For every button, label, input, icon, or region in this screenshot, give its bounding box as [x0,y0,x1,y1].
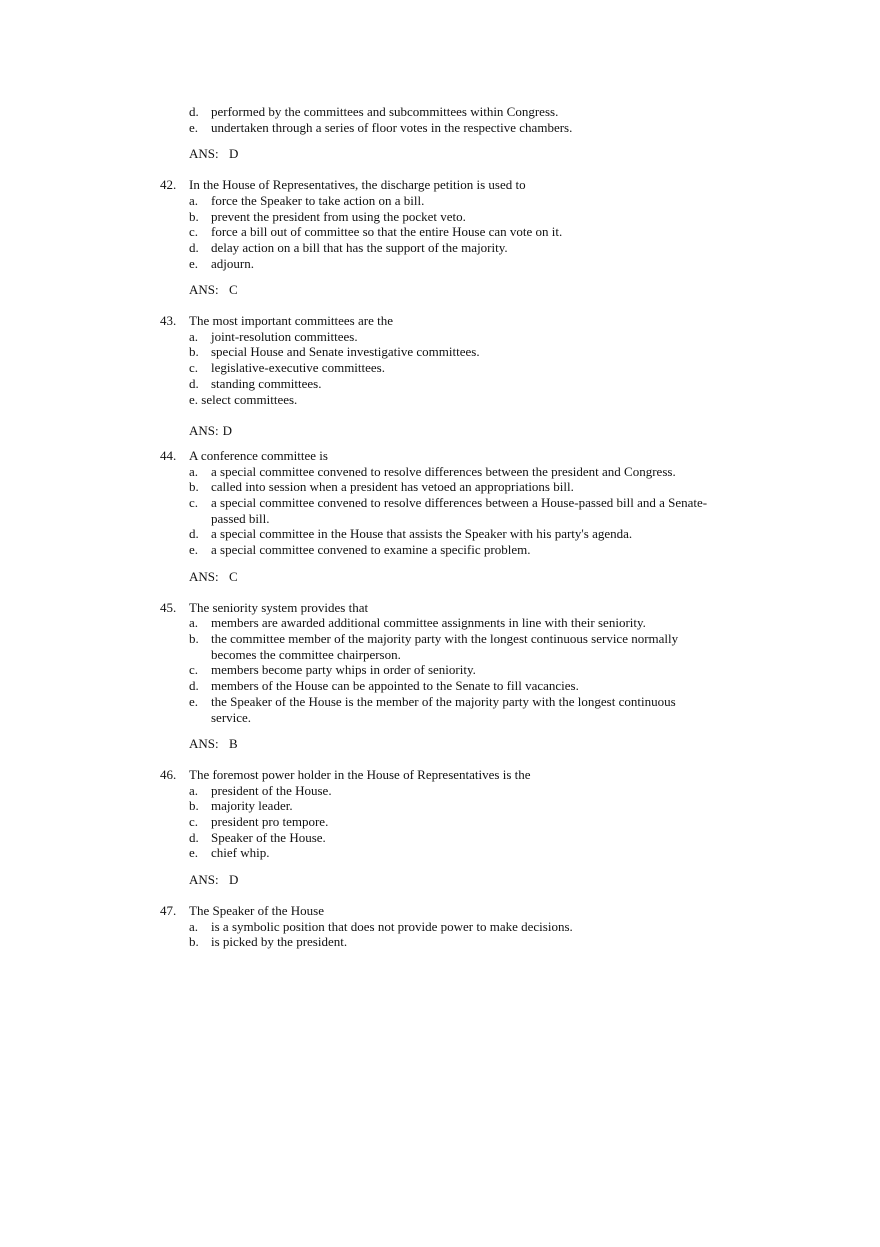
answer-key [0,423,880,439]
answer-option [0,662,880,678]
question-stem [0,903,880,919]
answer-key [0,282,880,298]
answer-value: C [229,282,238,298]
option-text: a special committee convened to resolve differences between the president and Congress. [211,463,676,479]
answer-key [0,736,880,752]
answer-key [0,872,880,888]
option-letter: a. [189,918,199,934]
answer-label: ANS: [189,736,219,752]
question-text: The seniority system provides that [189,599,369,615]
option-text: standing committees. [211,375,322,391]
option-letter: c. [189,224,199,240]
answer-option [0,919,880,935]
option-text: members are awarded additional committee assignments in line with their seniority. [211,615,646,631]
option-letter: c. [189,814,199,830]
answer-value: D [222,423,233,439]
option-text: president pro tempore. [211,814,329,830]
option-text: undertaken through a series of floor votes in the respective chambers. [211,119,573,135]
answer-option [0,678,880,694]
option-text: is picked by the president. [211,934,348,950]
question-number: 47. [160,902,177,918]
answer-option [0,329,880,345]
answer-option [0,615,880,631]
question-block [0,448,880,585]
option-letter: a. [189,615,199,631]
answer-label: ANS: [189,568,219,584]
option-letter: b. [189,630,199,646]
answer-option [0,814,880,830]
answer-option [0,193,880,209]
answer-option [0,224,880,240]
answer-key [0,146,880,162]
question-stem [0,600,880,616]
answer-option [0,376,880,392]
option-text: a special committee convened to examine a specific problem. [211,542,531,558]
answer-option [0,542,880,558]
option-letter: e. [189,119,199,135]
option-text: joint-resolution committees. [211,328,358,344]
option-letter: b. [189,208,199,224]
answer-option [0,360,880,376]
option-letter: d. [189,526,199,542]
option-letter: a. [189,463,199,479]
document-page [0,104,880,950]
option-text: majority leader. [211,798,293,814]
option-text: a special committee convened to resolve differences between a House-passed bill and a Senate-passed bill. [211,495,708,526]
answer-option [0,631,880,662]
question-number: 43. [160,313,177,329]
option-letter: c. [189,495,199,511]
question-block [0,600,880,752]
question-text: The Speaker of the House [189,902,325,918]
option-text: called into session when a president has vetoed an appropriations bill. [211,479,574,495]
question-stem [0,767,880,783]
option-letter: b. [189,798,199,814]
option-letter: b. [189,344,199,360]
answer-label: ANS: [189,423,219,439]
answer-option [0,845,880,861]
option-letter: e. [189,845,199,861]
option-letter: d. [189,239,199,255]
option-text: force the Speaker to take action on a bill. [211,192,425,208]
answer-label: ANS: [189,872,219,888]
question-block [0,104,880,162]
option-letter: b. [189,934,199,950]
answer-option [0,798,880,814]
option-text: delay action on a bill that has the support of the majority. [211,239,508,255]
answer-option [0,240,880,256]
option-letter: c. [189,360,199,376]
option-text: president of the House. [211,782,332,798]
option-text: the committee member of the majority party with the longest continuous service normally becomes the committee chairperson. [211,630,679,662]
question-text: The foremost power holder in the House of Representatives is the [189,766,531,782]
option-letter: d. [189,829,199,845]
option-text: special House and Senate investigative committees. [211,344,480,360]
answer-option [0,209,880,225]
answer-option [0,120,880,136]
question-block [0,313,880,439]
question-block [0,177,880,298]
option-letter: d. [189,678,199,694]
answer-option [0,495,880,526]
option-letter: a. [189,782,199,798]
answer-value: B [229,736,238,752]
answer-label: ANS: [189,282,219,298]
question-number: 42. [160,177,177,193]
option-text: a special committee in the House that assists the Speaker with his party's agenda. [211,526,633,542]
option-letter: e. [189,255,199,271]
option-letter: e. [189,542,199,558]
answer-option [0,464,880,480]
question-text: A conference committee is [189,447,328,463]
option-letter: a. [189,328,199,344]
option-text: legislative-executive committees. [211,360,385,376]
answer-option [0,256,880,272]
question-stem [0,313,880,329]
answer-value: D [229,146,239,162]
option-text: chief whip. [211,845,270,861]
answer-value: D [229,872,239,888]
answer-option [0,104,880,120]
option-text: force a bill out of committee so that the entire House can vote on it. [211,224,563,240]
question-number: 44. [160,447,177,463]
question-block [0,903,880,950]
option-text: adjourn. [211,255,254,271]
option-text: performed by the committees and subcommittees within Congress. [211,104,559,119]
question-block [0,767,880,888]
option-letter: d. [189,104,199,119]
answer-option [0,479,880,495]
option-text: Speaker of the House. [211,829,326,845]
answer-value: C [229,568,238,584]
answer-option [0,934,880,950]
option-letter: d. [189,375,199,391]
answer-key [0,569,880,585]
answer-label: ANS: [189,146,219,162]
question-stem [0,177,880,193]
option-letter: a. [189,192,199,208]
answer-option [0,694,880,725]
option-letter: e. [189,693,199,709]
option-text: e. select committees. [189,391,298,407]
question-number: 46. [160,766,177,782]
question-stem [0,448,880,464]
question-text: The most important committees are the [189,313,393,329]
option-text: the Speaker of the House is the member of the majority party with the longest continuous service. [211,693,676,725]
question-text: In the House of Representatives, the discharge petition is used to [189,177,526,193]
answer-option [0,783,880,799]
option-text: is a symbolic position that does not provide power to make decisions. [211,918,573,934]
answer-option [0,830,880,846]
option-text: prevent the president from using the pocket veto. [211,208,466,224]
option-text: members become party whips in order of seniority. [211,662,476,678]
answer-option [0,392,880,408]
question-number: 45. [160,599,177,615]
option-text: members of the House can be appointed to the Senate to fill vacancies. [211,678,579,694]
answer-option [0,526,880,542]
option-letter: b. [189,479,199,495]
option-letter: c. [189,662,199,678]
answer-option [0,344,880,360]
